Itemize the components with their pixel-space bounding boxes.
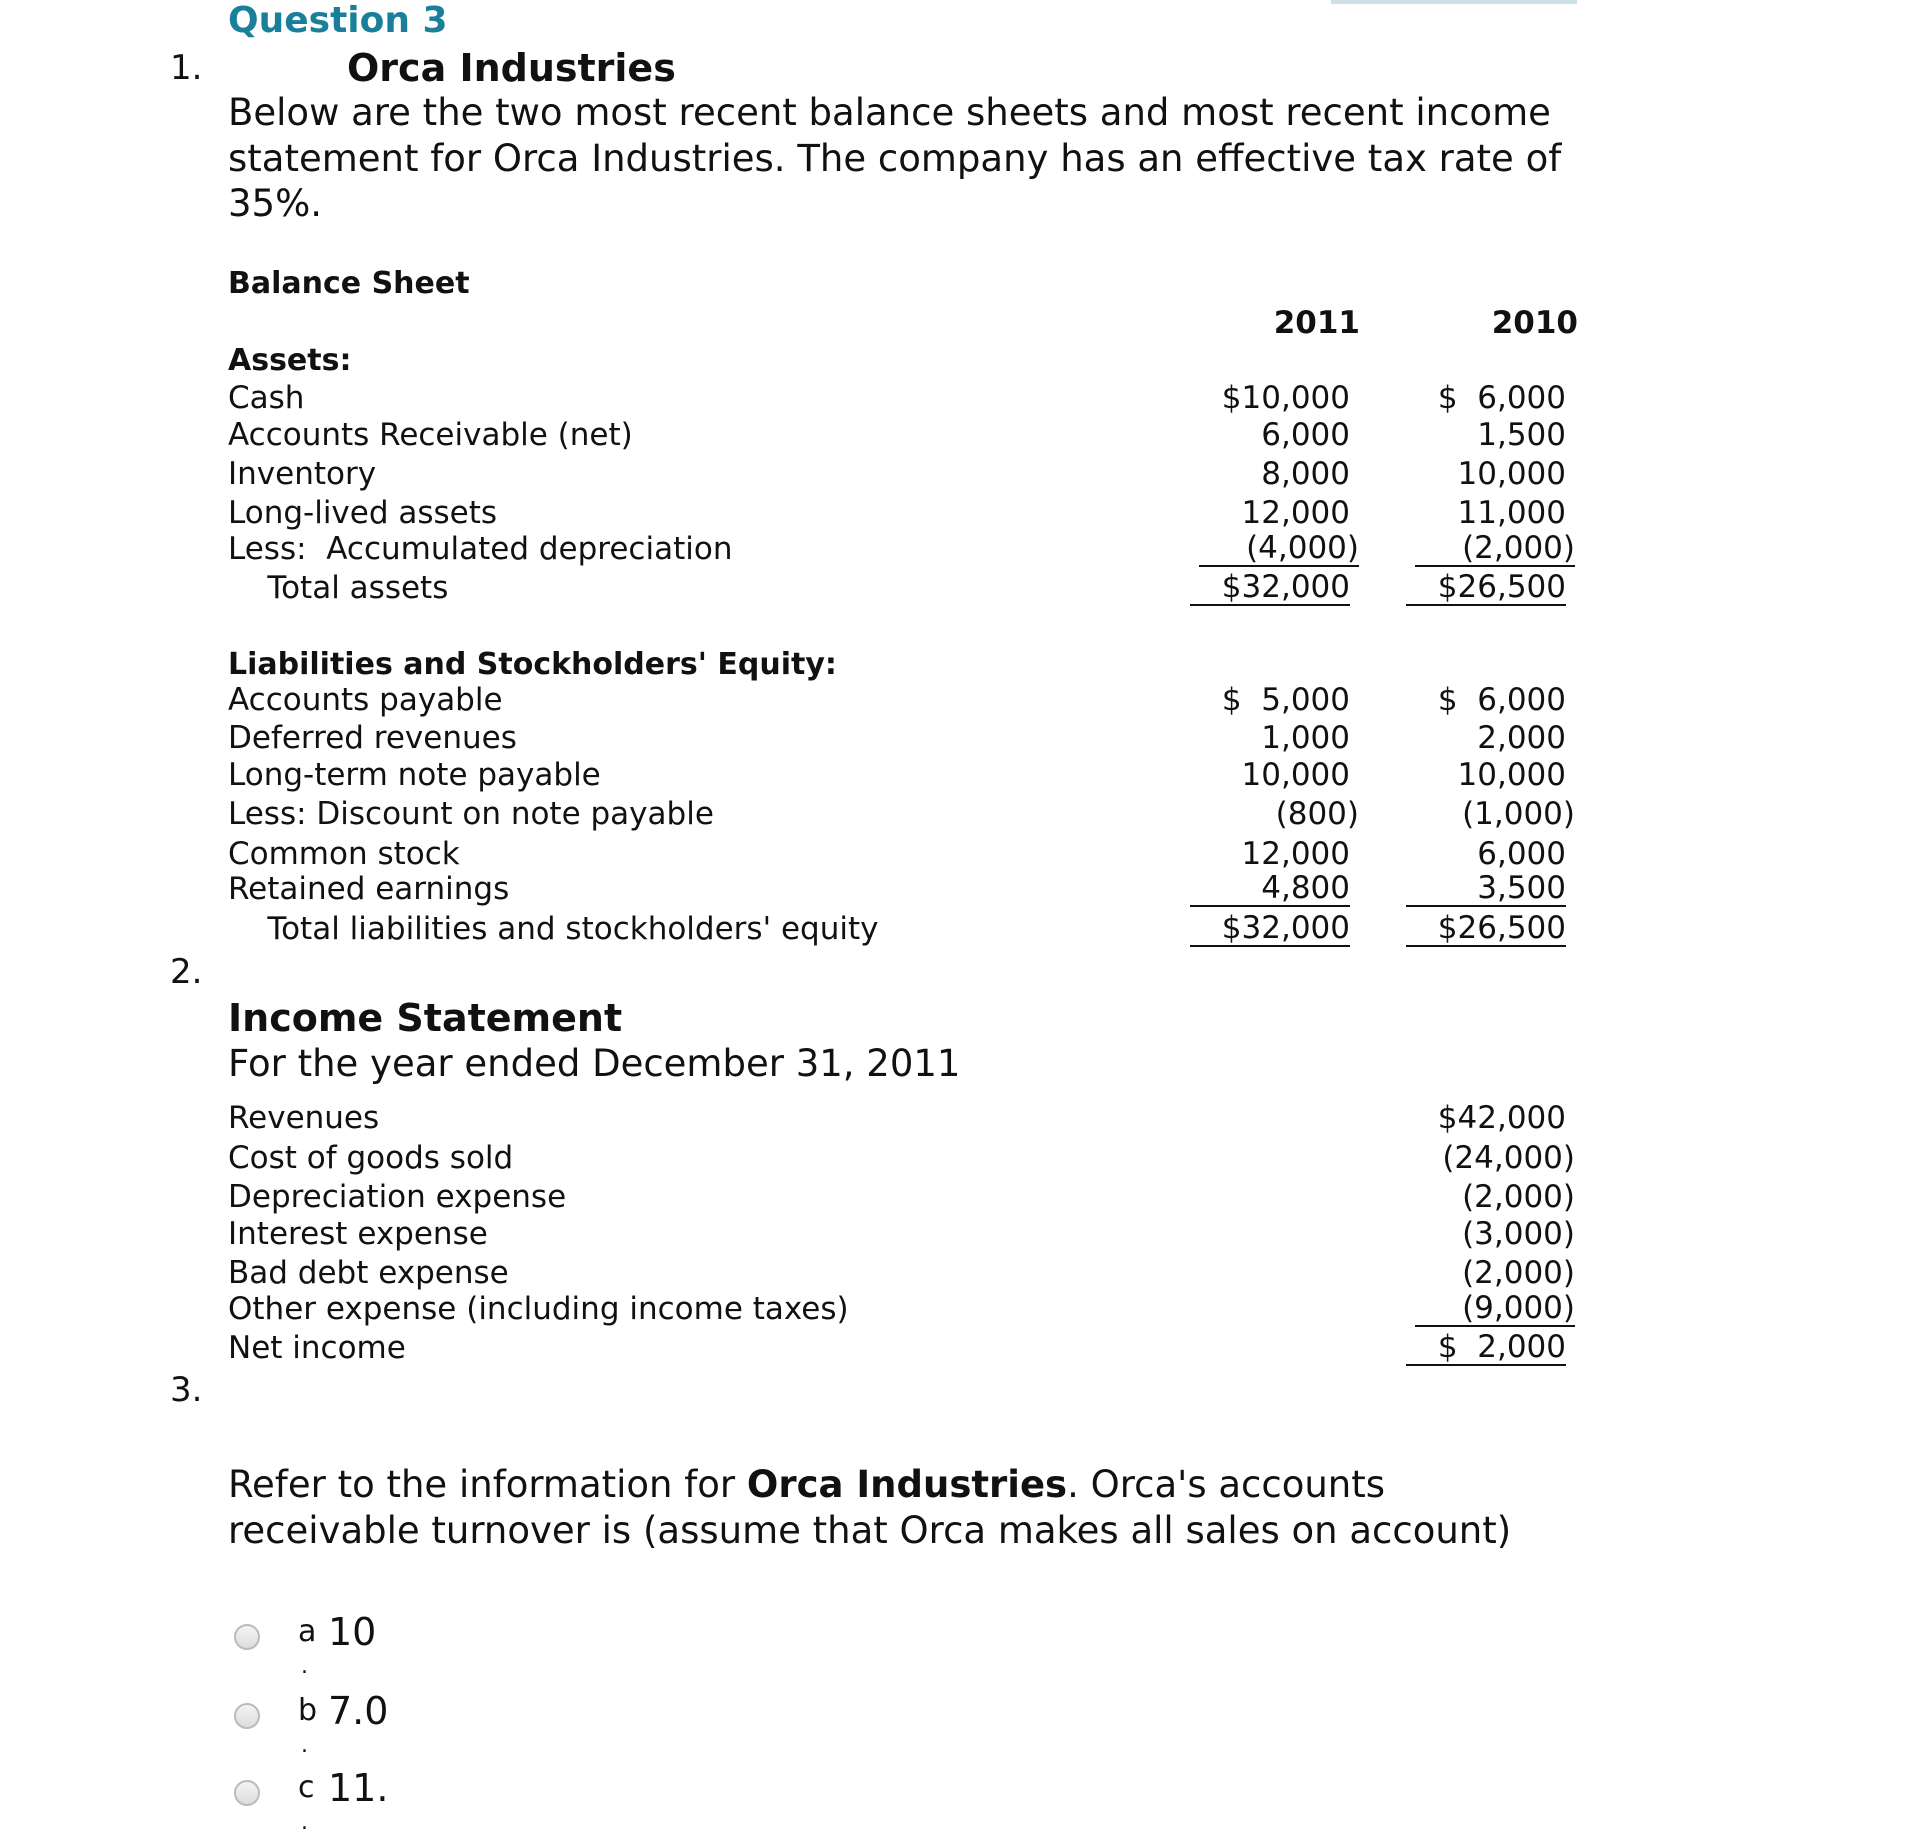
row-value: (2,000) (1462, 1179, 1575, 1215)
row-value: 6,000 (1477, 836, 1566, 872)
year-2010-header: 2010 (1491, 305, 1578, 341)
table-row (228, 1216, 1628, 1254)
row-value: (24,000) (1442, 1140, 1575, 1176)
table-row (228, 1179, 1628, 1217)
row-label: Retained earnings (228, 871, 510, 907)
option-letter-dot: . (301, 1733, 308, 1758)
row-label: Less: Accumulated depreciation (228, 531, 733, 567)
option-letter: a (298, 1614, 317, 1649)
row-value: $ 2,000 (1406, 1330, 1566, 1366)
table-row (228, 531, 1628, 569)
row-label: Total liabilities and stockholders' equity (228, 911, 879, 947)
assets-header: Assets: (228, 343, 352, 378)
radio-button[interactable] (234, 1624, 260, 1650)
option-letter-dot: . (301, 1654, 308, 1679)
row-value: 4,800 (1190, 871, 1350, 907)
row-value: $32,000 (1190, 911, 1350, 947)
row-value: $ 6,000 (1437, 682, 1566, 718)
company-name: Orca Industries (347, 46, 676, 90)
row-value: 1,000 (1261, 720, 1350, 756)
question-title: Question 3 (228, 0, 448, 41)
row-value: 3,500 (1406, 871, 1566, 907)
table-row (228, 456, 1628, 494)
row-value: 10,000 (1241, 757, 1350, 793)
row-label: Long-term note payable (228, 757, 601, 793)
row-label: Less: Discount on note payable (228, 796, 714, 832)
row-value: (4,000) (1199, 531, 1359, 567)
row-label: Interest expense (228, 1216, 488, 1252)
row-value: (2,000) (1462, 1255, 1575, 1291)
row-value: 1,500 (1477, 417, 1566, 453)
top-divider (1331, 0, 1577, 4)
table-row (228, 1330, 1628, 1368)
table-row (228, 1291, 1628, 1329)
row-label: Cost of goods sold (228, 1140, 514, 1176)
radio-button[interactable] (234, 1703, 260, 1729)
row-label: Depreciation expense (228, 1179, 567, 1215)
row-label: Revenues (228, 1100, 380, 1136)
item-number-2: 2. (170, 952, 203, 992)
row-value: $32,000 (1190, 570, 1350, 606)
row-value: (2,000) (1415, 531, 1575, 567)
option-value[interactable]: 10 (328, 1610, 377, 1654)
row-label: Cash (228, 380, 305, 416)
option-letter: c (298, 1770, 315, 1805)
table-row (228, 495, 1628, 533)
intro-text: Below are the two most recent balance sheets and most recent income statement for Orca Industries. The company has an effective tax rate of 35%. (228, 91, 1562, 225)
radio-button[interactable] (234, 1780, 260, 1806)
row-label: Common stock (228, 836, 460, 872)
row-value: (1,000) (1462, 796, 1575, 832)
item-number-1: 1. (170, 48, 203, 88)
row-value: 10,000 (1457, 757, 1566, 793)
row-value: 12,000 (1241, 836, 1350, 872)
table-row (228, 570, 1628, 608)
row-label: Inventory (228, 456, 377, 492)
row-value: 6,000 (1261, 417, 1350, 453)
row-label: Long-lived assets (228, 495, 498, 531)
table-row (228, 911, 1628, 949)
row-value: 12,000 (1241, 495, 1350, 531)
row-value: (800) (1275, 796, 1359, 832)
row-label: Other expense (including income taxes) (228, 1291, 849, 1327)
row-value: (9,000) (1415, 1291, 1575, 1327)
row-value: $10,000 (1221, 380, 1350, 416)
liabilities-header: Liabilities and Stockholders' Equity: (228, 647, 837, 682)
table-row (228, 417, 1628, 455)
option-letter-dot: . (301, 1810, 308, 1835)
row-label: Net income (228, 1330, 406, 1366)
row-value: $42,000 (1437, 1100, 1566, 1136)
row-value: (3,000) (1462, 1216, 1575, 1252)
table-row (228, 836, 1628, 874)
question-company: Orca Industries (746, 1463, 1068, 1506)
row-value: $ 5,000 (1221, 682, 1350, 718)
table-row (228, 380, 1628, 418)
table-row (228, 1140, 1628, 1178)
year-2011-header: 2011 (1273, 305, 1360, 341)
option-letter: b (298, 1693, 318, 1728)
table-row (228, 1100, 1628, 1138)
table-row (228, 757, 1628, 795)
option-value[interactable]: 7.0 (328, 1689, 389, 1733)
table-row (228, 720, 1628, 758)
option-value[interactable]: 11. (328, 1766, 389, 1810)
income-statement-title: Income Statement (228, 996, 623, 1040)
table-row (228, 871, 1628, 909)
row-label: Total assets (228, 570, 449, 606)
income-statement-subtitle: For the year ended December 31, 2011 (228, 1042, 961, 1085)
row-label: Accounts payable (228, 682, 503, 718)
balance-sheet-title: Balance Sheet (228, 266, 470, 301)
row-value: 2,000 (1477, 720, 1566, 756)
question-text (228, 1462, 1528, 1553)
table-row (228, 1255, 1628, 1293)
row-value: 8,000 (1261, 456, 1350, 492)
row-label: Deferred revenues (228, 720, 517, 756)
row-value: 11,000 (1457, 495, 1566, 531)
item-number-3: 3. (170, 1370, 203, 1410)
row-value: $26,500 (1406, 570, 1566, 606)
question-prefix: Refer to the information for (228, 1463, 747, 1506)
row-label: Bad debt expense (228, 1255, 509, 1291)
row-value: 10,000 (1457, 456, 1566, 492)
row-value: $ 6,000 (1437, 380, 1566, 416)
question-suffix: . Orca's accounts receivable turnover is (assume that Orca makes all sales on account) (228, 1463, 1512, 1552)
row-value: $26,500 (1406, 911, 1566, 947)
row-label: Accounts Receivable (net) (228, 417, 633, 453)
table-row (228, 796, 1628, 834)
table-row (228, 682, 1628, 720)
